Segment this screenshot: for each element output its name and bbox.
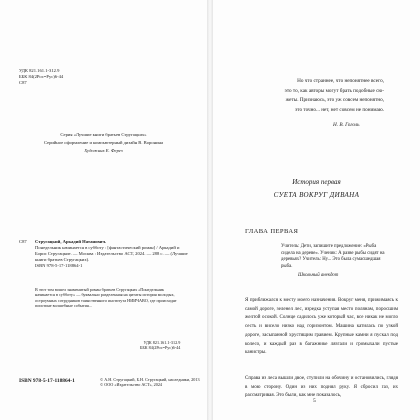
chapter-dialog-epigraph: Учитель: Дети, запишите предложение: «Рыба сидела на дереве». Ученик: А разве рыбы сидят на деревьях? Учитель: Ну... Это была сумасшедшая рыба. [281, 244, 385, 269]
series-line: Серия «Лучшие книги братьев Стругацких» [60, 132, 147, 137]
author-sign: С87 [19, 80, 27, 85]
classification-codes [19, 68, 63, 86]
catalog-isbn: ISBN 978-5-17-118864-1 [35, 263, 83, 268]
series-info [0, 131, 207, 155]
chapter-title: ГЛАВА ПЕРВАЯ [245, 228, 299, 235]
classification-codes-repeat [140, 340, 180, 351]
epigraph-line: Но что страннее, что непонятнее всего, [297, 78, 384, 84]
epigraph-author: Н. В. Гоголь [333, 122, 360, 128]
catalog-description: Понедельник начинается в субботу : [фантастический роман] / Аркадий и Борис Стругацкие. — Москва : Издательство АСТ, 2024. — 288 с. — (Лучшие книги братьев Стругацких). [35, 245, 188, 262]
epigraph-line: жеты. Признаюсь, это уж совсем непонятно, [285, 97, 384, 104]
udc-code: УДК 821.161.1-312.9 [19, 68, 60, 73]
epigraph-line: это то, как авторы могут брать подобные сю- [284, 87, 384, 94]
left-page-imprint [0, 0, 207, 420]
epigraph-line: это точно... нет, нет совсем не понимаю. [295, 106, 384, 113]
dialog-source: Школьный анекдот [298, 273, 339, 278]
catalog-author: Стругацкий, Аркадий Натанович. [35, 239, 107, 244]
part-title: История первая [292, 178, 341, 186]
book-abstract: В этот том вошел знаменитый роман братьев Стругацких «Понедельник начинается в субботу» — буквально разделенная на цитаты история молодых, остроумных сотрудников таинственного института НИИЧАВО, где происходят поистине волшебные события... [35, 287, 177, 309]
copyright-notice [100, 377, 200, 387]
page-number: 5 [313, 398, 316, 404]
body-paragraph: Я приближался к месту моего назначения. Вокруг меня, прижимаясь к самой дороге, зеленел лес, изредка уступая место полянам, поросшим желтой осокой. Солнце садилось уже который час, все никак не могло сесть и висело низко над горизонтом. Машина катилась по узкой дороге, засыпанной хрустящим гравием. Крупные камни я пускал под колесо, и каждый раз в багажнике лязгали и громыхали пустые канистры. [245, 298, 398, 356]
design-credit: Серийное оформление и компьютерный дизайн В. Воронина [43, 140, 164, 145]
isbn-number: ISBN 978-5-17-118864-1 [19, 378, 75, 384]
bbk-code: ББК 84(2Рос=Рус)6-44 [19, 74, 64, 79]
epigraph [274, 77, 384, 115]
catalog-code: С87 [19, 239, 27, 244]
part-name: СУЕТА ВОКРУГ ДИВАНА [273, 191, 360, 199]
copyright-publisher: © ООО «Издательство АСТ», 2024 [100, 382, 163, 388]
catalog-entry [19, 239, 191, 269]
bbk-code-repeat: ББК 84(2Рос=Рус)6-44 [140, 345, 181, 351]
right-page-chapter [213, 0, 420, 420]
body-paragraph: Справа из леса вышли двое, ступили на обочину и остановились, глядя в мою сторону. Один из них поднял руку. Я сбросил газ, их рассматривая. Это были, как мне показалось, [245, 376, 398, 399]
udc-code-repeat: УДК 821.161.1-312.9 [143, 340, 181, 345]
copyright-authors: © А.Н. Стругацкий, Б.Н. Стругацкий, наследники, 2013 [100, 377, 200, 382]
artist-credit: Художник Е. Ферез [84, 148, 123, 153]
